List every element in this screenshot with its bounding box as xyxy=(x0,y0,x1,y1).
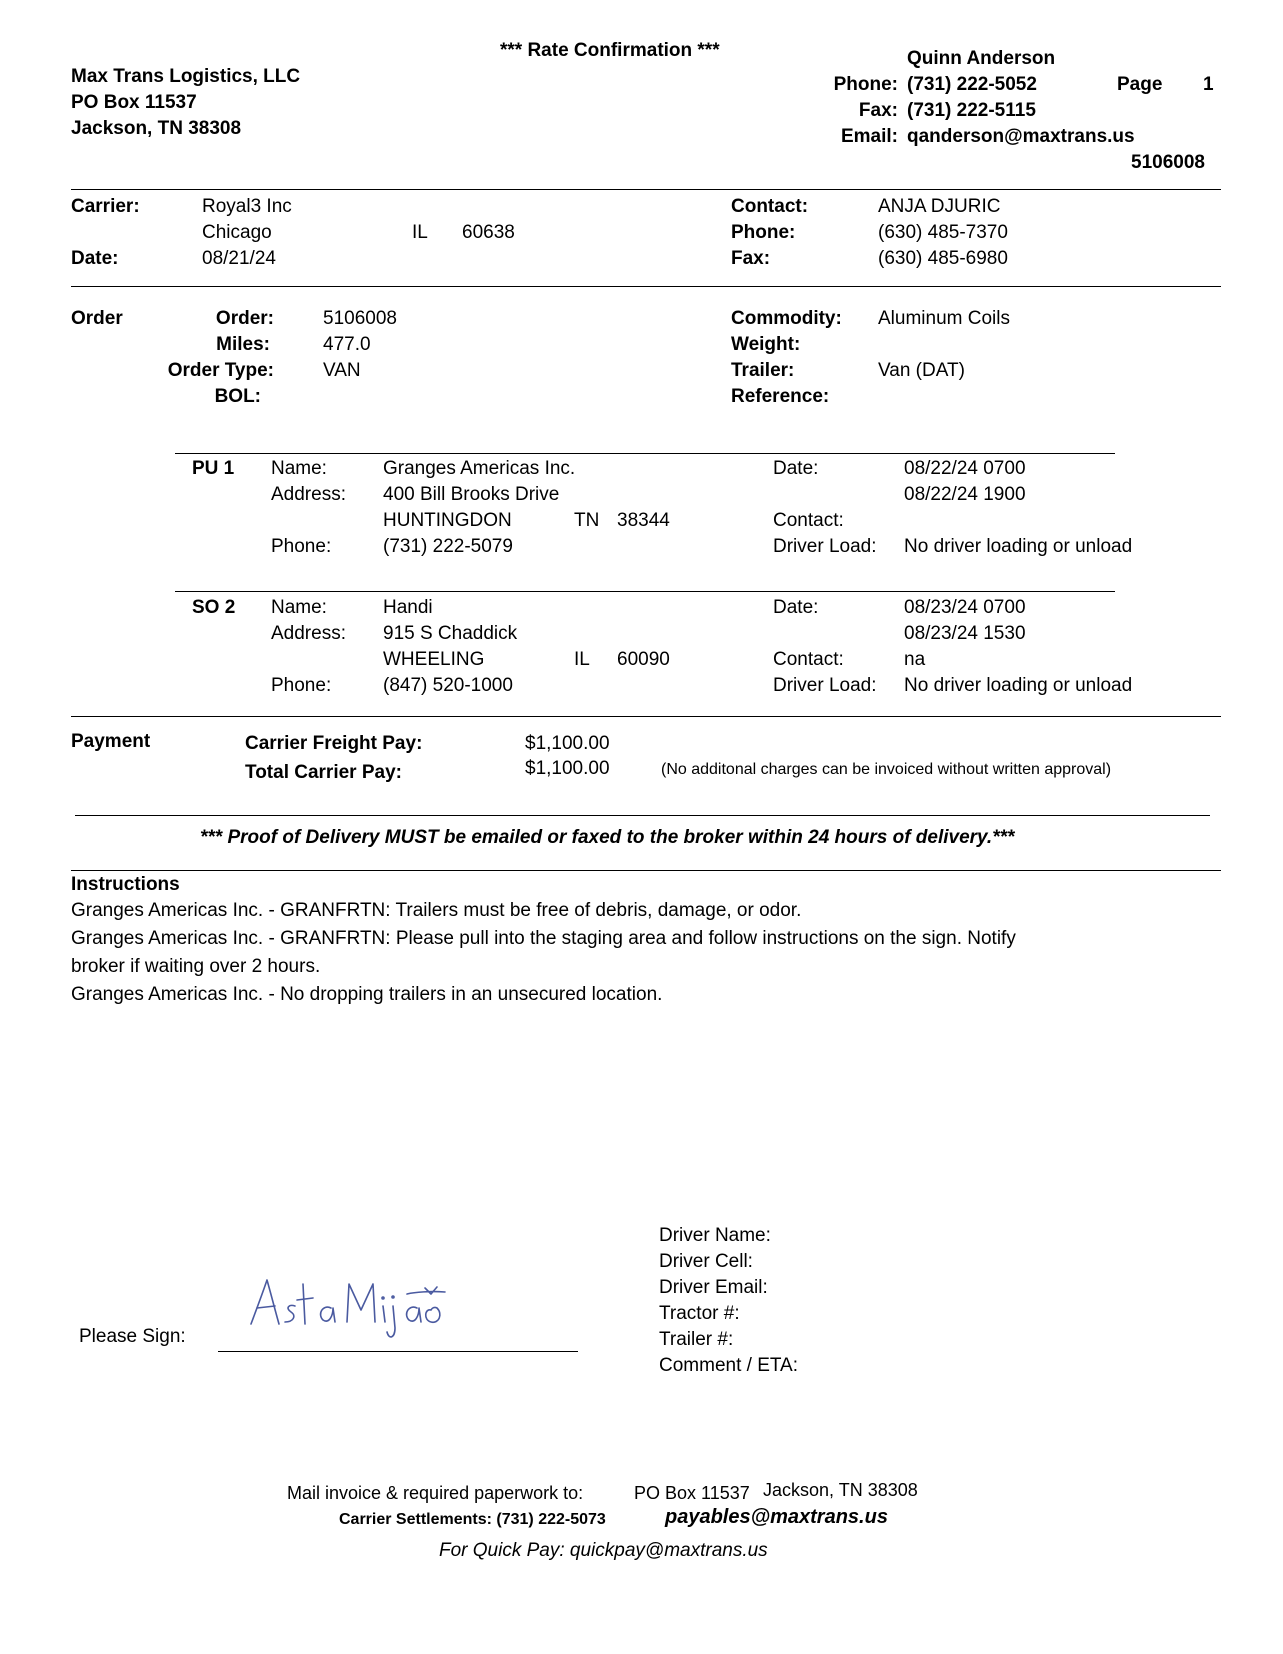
divider xyxy=(71,189,1221,190)
stop-state: IL xyxy=(574,649,590,670)
commodity-label: Commodity: xyxy=(731,308,842,329)
driver-cell-label: Driver Cell: xyxy=(659,1251,753,1272)
divider xyxy=(175,453,1115,454)
instruction-line: Granges Americas Inc. - No dropping trailers in an unsecured location. xyxy=(71,984,663,1005)
rep-email: qanderson@maxtrans.us xyxy=(907,126,1135,147)
mail-city: Jackson, TN 38308 xyxy=(763,1480,918,1500)
rep-fax-label: Fax: xyxy=(858,100,898,121)
rep-name: Quinn Anderson xyxy=(907,48,1056,69)
carrier-settlements: Carrier Settlements: (731) 222-5073 xyxy=(339,1511,606,1528)
stop-city: WHEELING xyxy=(383,649,485,670)
stop-contact-label: Contact: xyxy=(773,649,844,670)
carrier-date: 08/21/24 xyxy=(202,248,276,269)
instruction-line: broker if waiting over 2 hours. xyxy=(71,956,321,977)
broker-name: Max Trans Logistics, LLC xyxy=(71,66,301,87)
stop-tag: PU 1 xyxy=(192,458,235,479)
stop-tag: SO 2 xyxy=(192,597,236,618)
page-number: 1 xyxy=(1203,74,1214,95)
divider xyxy=(71,286,1221,287)
carrier-phone: (630) 485-7370 xyxy=(878,222,1008,243)
divider xyxy=(75,815,1210,816)
pod-notice: *** Proof of Delivery MUST be emailed or faxed to the broker within 24 hours of delivery.*** xyxy=(200,827,1015,848)
trailer-label: Trailer: xyxy=(731,360,795,381)
stop-date-2: 08/23/24 1530 xyxy=(904,623,1026,644)
stop-city: HUNTINGDON xyxy=(383,510,512,531)
stop-address: 400 Bill Brooks Drive xyxy=(383,484,560,505)
please-sign-label: Please Sign: xyxy=(79,1326,186,1347)
carrier-zip: 60638 xyxy=(462,222,515,243)
stop-address: 915 S Chaddick xyxy=(383,623,518,644)
weight-label: Weight: xyxy=(731,334,801,355)
stop-name: Handi xyxy=(383,597,433,618)
stop-date-label: Date: xyxy=(773,597,819,618)
payables-email[interactable]: payables@maxtrans.us xyxy=(665,1506,888,1528)
stop-driver-load-label: Driver Load: xyxy=(773,536,877,557)
stop-date-2: 08/22/24 1900 xyxy=(904,484,1026,505)
carrier-contact: ANJA DJURIC xyxy=(878,196,1001,217)
bol-label: BOL: xyxy=(214,386,261,407)
stop-phone: (731) 222-5079 xyxy=(383,536,513,557)
signature-line xyxy=(218,1351,578,1352)
order-number: 5106008 xyxy=(323,308,397,329)
rep-phone-label: Phone: xyxy=(833,74,898,95)
stop-address-label: Address: xyxy=(271,484,346,505)
stop-zip: 38344 xyxy=(617,510,670,531)
divider xyxy=(175,591,1115,592)
trailer-number-label: Trailer #: xyxy=(659,1329,734,1350)
stop-date-1: 08/22/24 0700 xyxy=(904,458,1026,479)
broker-address-1: PO Box 11537 xyxy=(71,92,197,113)
stop-address-label: Address: xyxy=(271,623,346,644)
stop-date-label: Date: xyxy=(773,458,819,479)
rep-phone: (731) 222-5052 xyxy=(907,74,1037,95)
handwritten-signature xyxy=(245,1270,455,1350)
total-pay: $1,100.00 xyxy=(525,758,610,779)
comment-eta-label: Comment / ETA: xyxy=(659,1355,799,1376)
divider xyxy=(71,870,1221,871)
instruction-line: Granges Americas Inc. - GRANFRTN: Trailers must be free of debris, damage, or odor. xyxy=(71,900,802,921)
carrier-state: IL xyxy=(412,222,428,243)
quickpay-email[interactable]: For Quick Pay: quickpay@maxtrans.us xyxy=(439,1540,768,1561)
instructions-heading: Instructions xyxy=(71,874,180,895)
order-number-label: Order: xyxy=(215,308,274,329)
freight-pay: $1,100.00 xyxy=(525,733,610,754)
stop-phone-label: Phone: xyxy=(271,536,332,557)
order-section-label: Order xyxy=(71,308,123,329)
carrier-contact-label: Contact: xyxy=(731,196,809,217)
driver-email-label: Driver Email: xyxy=(659,1277,768,1298)
broker-address-2: Jackson, TN 38308 xyxy=(71,118,242,139)
stop-driver-load: No driver loading or unload xyxy=(904,675,1133,696)
stop-name: Granges Americas Inc. xyxy=(383,458,576,479)
order-type: VAN xyxy=(323,360,361,381)
mail-po-box: PO Box 11537 xyxy=(634,1483,750,1503)
total-pay-label: Total Carrier Pay: xyxy=(245,762,402,783)
document-title: *** Rate Confirmation *** xyxy=(500,40,720,61)
rep-email-label: Email: xyxy=(840,126,898,147)
trailer: Van (DAT) xyxy=(878,360,965,381)
freight-pay-label: Carrier Freight Pay: xyxy=(245,733,423,754)
mail-invoice-label: Mail invoice & required paperwork to: xyxy=(287,1483,584,1503)
stop-zip: 60090 xyxy=(617,649,670,670)
stop-state: TN xyxy=(574,510,600,531)
rep-fax: (731) 222-5115 xyxy=(907,100,1036,121)
divider xyxy=(71,716,1221,717)
page-label: Page xyxy=(1117,74,1163,95)
carrier-name: Royal3 Inc xyxy=(202,196,292,217)
carrier-phone-label: Phone: xyxy=(731,222,796,243)
carrier-label: Carrier: xyxy=(71,196,140,217)
stop-name-label: Name: xyxy=(271,597,327,618)
carrier-city: Chicago xyxy=(202,222,272,243)
stop-contact: na xyxy=(904,649,926,670)
order-type-label: Order Type: xyxy=(167,360,274,381)
payment-note: (No additonal charges can be invoiced without written approval) xyxy=(661,761,1112,778)
header-order-number: 5106008 xyxy=(1131,152,1205,173)
stop-driver-load-label: Driver Load: xyxy=(773,675,877,696)
stop-contact-label: Contact: xyxy=(773,510,844,531)
payment-section-label: Payment xyxy=(71,731,151,752)
miles-label: Miles: xyxy=(216,334,270,355)
carrier-fax-label: Fax: xyxy=(731,248,771,269)
stop-name-label: Name: xyxy=(271,458,327,479)
reference-label: Reference: xyxy=(731,386,830,407)
stop-phone: (847) 520-1000 xyxy=(383,675,513,696)
commodity: Aluminum Coils xyxy=(878,308,1010,329)
driver-name-label: Driver Name: xyxy=(659,1225,771,1246)
stop-date-1: 08/23/24 0700 xyxy=(904,597,1026,618)
miles: 477.0 xyxy=(323,334,371,355)
stop-phone-label: Phone: xyxy=(271,675,332,696)
carrier-fax: (630) 485-6980 xyxy=(878,248,1008,269)
tractor-label: Tractor #: xyxy=(659,1303,740,1324)
instruction-line: Granges Americas Inc. - GRANFRTN: Please pull into the staging area and follow instructions on the sign. Notify xyxy=(71,928,1016,949)
carrier-date-label: Date: xyxy=(71,248,119,269)
stop-driver-load: No driver loading or unload xyxy=(904,536,1133,557)
